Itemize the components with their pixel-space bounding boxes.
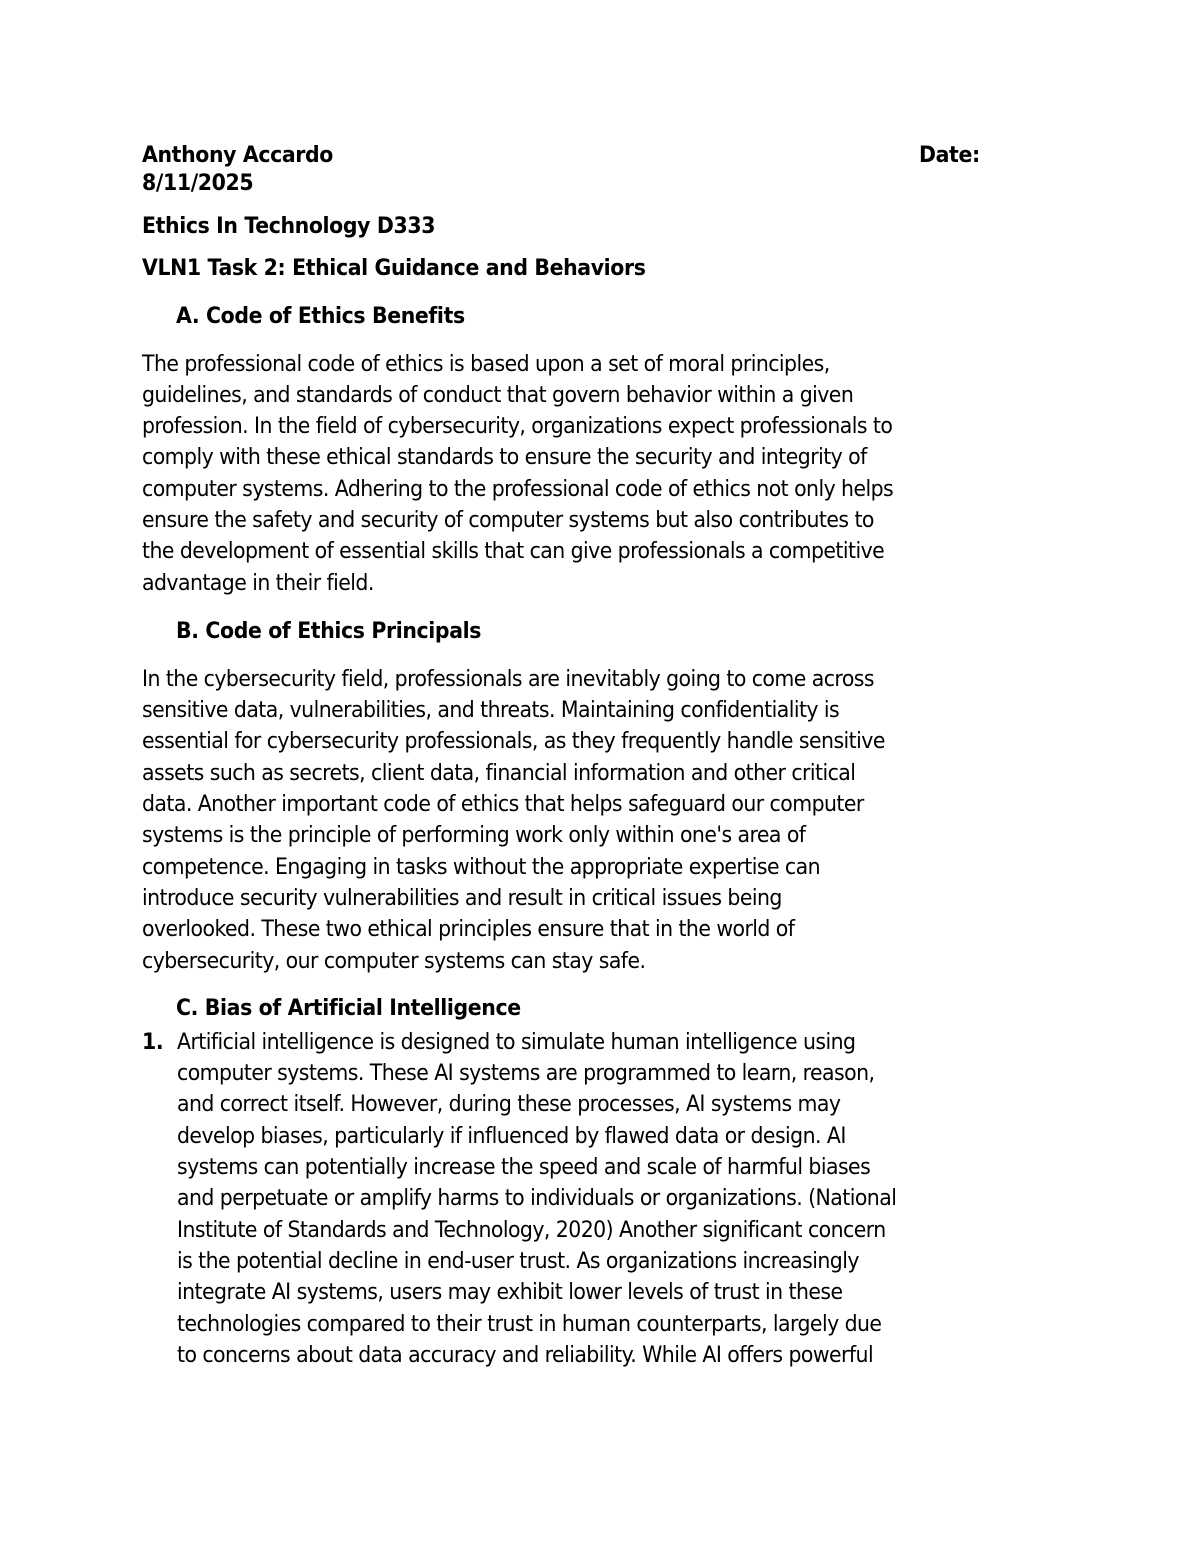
paragraph-line: computer systems. Adhering to the professional code of ethics not only helps (142, 477, 894, 502)
paragraph-line: guidelines, and standards of conduct that govern behavior within a given (142, 383, 854, 408)
section-a-heading: A. Code of Ethics Benefits (176, 304, 465, 329)
paragraph-line: systems can potentially increase the speed and scale of harmful biases (177, 1155, 871, 1180)
paragraph-line: Artificial intelligence is designed to simulate human intelligence using (177, 1030, 856, 1055)
paragraph-line: the development of essential skills that can give professionals a competitive (142, 539, 885, 564)
section-c-heading: C. Bias of Artificial Intelligence (176, 996, 521, 1021)
paragraph-line: cybersecurity, our computer systems can stay safe. (142, 949, 646, 974)
course-title: Ethics In Technology D333 (142, 214, 436, 239)
paragraph-line: systems is the principle of performing work only within one's area of (142, 823, 806, 848)
paragraph-line: ensure the safety and security of computer systems but also contributes to (142, 508, 874, 533)
section-b-heading: B. Code of Ethics Principals (176, 619, 482, 644)
paragraph-line: competence. Engaging in tasks without the appropriate expertise can (142, 855, 821, 880)
paragraph-line: to concerns about data accuracy and reliability. While AI offers powerful (177, 1343, 874, 1368)
paragraph-line: comply with these ethical standards to ensure the security and integrity of (142, 445, 867, 470)
task-title: VLN1 Task 2: Ethical Guidance and Behaviors (142, 256, 646, 281)
paragraph-line: In the cybersecurity field, professionals are inevitably going to come across (142, 667, 874, 692)
paragraph-line: develop biases, particularly if influenced by flawed data or design. AI (177, 1124, 846, 1149)
paragraph-line: essential for cybersecurity professionals, as they frequently handle sensitive (142, 729, 885, 754)
paragraph-line: is the potential decline in end-user trust. As organizations increasingly (177, 1249, 859, 1274)
paragraph-line: computer systems. These AI systems are programmed to learn, reason, (177, 1061, 875, 1086)
date-value: 8/11/2025 (142, 171, 254, 196)
paragraph-line: advantage in their field. (142, 571, 374, 596)
paragraph-line: profession. In the field of cybersecurity, organizations expect professionals to (142, 414, 893, 439)
paragraph-line: overlooked. These two ethical principles ensure that in the world of (142, 917, 795, 942)
paragraph-line: assets such as secrets, client data, financial information and other critical (142, 761, 856, 786)
paragraph-line: and perpetuate or amplify harms to individuals or organizations. (National (177, 1186, 897, 1211)
paragraph-line: sensitive data, vulnerabilities, and threats. Maintaining confidentiality is (142, 698, 840, 723)
paragraph-line: and correct itself. However, during these processes, AI systems may (177, 1092, 841, 1117)
paragraph-line: data. Another important code of ethics that helps safeguard our computer (142, 792, 864, 817)
paragraph-line: technologies compared to their trust in human counterparts, largely due (177, 1312, 882, 1337)
list-marker: 1. (142, 1030, 164, 1055)
date-label: Date: (919, 143, 980, 168)
paragraph-line: introduce security vulnerabilities and result in critical issues being (142, 886, 782, 911)
paragraph-line: Institute of Standards and Technology, 2020) Another significant concern (177, 1218, 886, 1243)
author-name: Anthony Accardo (142, 143, 333, 168)
paragraph-line: integrate AI systems, users may exhibit lower levels of trust in these (177, 1280, 843, 1305)
paragraph-line: The professional code of ethics is based upon a set of moral principles, (142, 352, 830, 377)
